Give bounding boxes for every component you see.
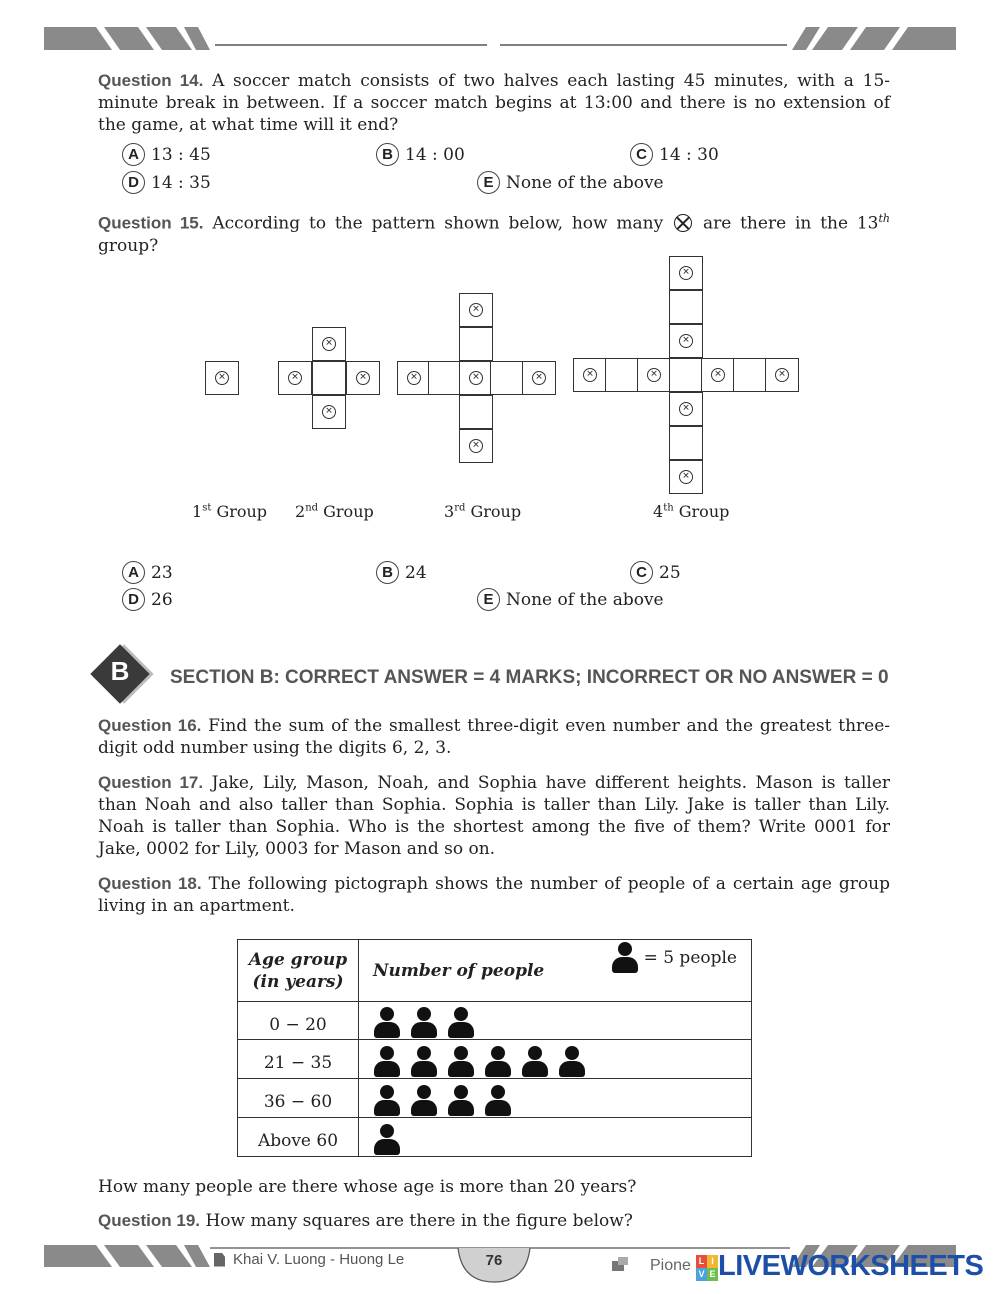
question-19-text: How many squares are there in the figure below? xyxy=(205,1211,633,1231)
pattern-figure xyxy=(0,0,1000,540)
pattern-cell-marked xyxy=(346,361,380,395)
question-19-label: Question 19. xyxy=(98,1211,201,1230)
question-14-text: A soccer match consists of two halves each lasting 45 minutes, with a 15-minute break in between. If a soccer match begins at 13:00 and there is no extension of the game, at what time will it end? xyxy=(98,71,891,135)
q14-option-b-text: 14 : 00 xyxy=(405,144,465,165)
pattern-cell-marked xyxy=(669,256,703,290)
person-icon xyxy=(410,1007,438,1039)
publisher-name-partial: Pione xyxy=(650,1257,691,1274)
question-15-text-end: group? xyxy=(98,235,159,256)
table-row xyxy=(238,1079,752,1118)
icons-cell xyxy=(359,1118,752,1157)
pattern-cell-marked xyxy=(573,358,607,392)
pattern-cell-marked xyxy=(312,395,346,429)
icons-cell xyxy=(359,1002,752,1040)
q15-option-a-text: 23 xyxy=(151,562,173,583)
table-row xyxy=(238,1002,752,1040)
question-19 xyxy=(98,1210,890,1232)
q15-option-b-text: 24 xyxy=(405,562,427,583)
pattern-cell-empty xyxy=(669,290,703,324)
person-icon xyxy=(373,1085,401,1117)
pattern-cell-empty xyxy=(605,358,639,392)
option-e-marker: E xyxy=(477,171,500,194)
page-number: 76 xyxy=(485,1252,503,1269)
key-text: = 5 people xyxy=(643,948,737,968)
q14-option-c-text: 14 : 30 xyxy=(659,144,719,165)
section-title: SECTION B: CORRECT ANSWER = 4 MARKS; INCORRECT OR NO ANSWER = 0 xyxy=(170,667,889,688)
person-icon xyxy=(611,942,639,974)
person-icon xyxy=(410,1085,438,1117)
option-a-marker: A xyxy=(122,561,145,584)
q15-option-a[interactable] xyxy=(122,561,173,584)
publisher-icon xyxy=(612,1257,632,1271)
question-15-text-start: According to the pattern shown below, how many xyxy=(212,213,664,234)
person-icon xyxy=(558,1046,586,1078)
people-header-text: Number of people xyxy=(373,960,545,981)
option-a-marker: A xyxy=(122,143,145,166)
question-16-text: Find the sum of the smallest three-digit even number and the greatest three-digit odd number using the digits 6, 2, 3. xyxy=(98,716,891,758)
group-2-label: 2nd Group xyxy=(295,502,374,521)
age-cell: Above 60 xyxy=(238,1118,359,1157)
option-c-marker: C xyxy=(630,561,653,584)
pattern-cell-marked xyxy=(669,460,703,494)
pattern-cell-empty xyxy=(459,395,493,429)
question-18-label: Question 18. xyxy=(98,874,202,893)
pattern-cell-empty xyxy=(669,426,703,460)
pattern-cell-marked xyxy=(637,358,671,392)
table-row xyxy=(238,1040,752,1079)
q14-option-d-text: 14 : 35 xyxy=(151,172,211,193)
option-b-marker: B xyxy=(376,143,399,166)
question-18 xyxy=(98,873,890,917)
liveworksheets-logo-icon: L I V E xyxy=(696,1255,718,1281)
question-14-label: Question 14. xyxy=(98,71,204,90)
pattern-cell-marked xyxy=(459,429,493,463)
section-letter: B xyxy=(110,656,130,686)
person-icon xyxy=(521,1046,549,1078)
person-icon xyxy=(373,1046,401,1078)
group-1-label: 1st Group xyxy=(192,502,268,521)
pattern-cell-marked xyxy=(205,361,239,395)
question-16 xyxy=(98,715,890,759)
number-of-people-header xyxy=(359,940,752,1002)
pattern-cell-marked xyxy=(312,327,346,361)
pattern-cell-marked xyxy=(669,392,703,426)
question-17 xyxy=(98,772,890,860)
q14-option-e-text: None of the above xyxy=(506,172,664,193)
group-3-label: 3rd Group xyxy=(444,502,522,521)
pattern-cell-marked xyxy=(701,358,735,392)
pattern-cell-empty xyxy=(733,358,767,392)
icons-cell xyxy=(359,1079,752,1118)
pattern-cell-marked xyxy=(669,324,703,358)
pattern-cell-empty xyxy=(669,358,703,392)
pattern-cell-marked xyxy=(459,293,493,327)
pictograph-table xyxy=(237,939,752,1157)
question-15-text-mid: are there in the 13 xyxy=(702,213,879,234)
pattern-cell-empty xyxy=(428,361,462,395)
age-cell: 0 − 20 xyxy=(238,1002,359,1040)
pattern-cell-empty xyxy=(312,361,346,395)
pattern-cell-marked xyxy=(522,361,556,395)
person-icon xyxy=(373,1124,401,1156)
pictograph-header-row xyxy=(238,940,752,1002)
pattern-cell-marked xyxy=(765,358,799,392)
q15-option-b[interactable] xyxy=(376,561,427,584)
q15-option-d-text: 26 xyxy=(151,589,173,610)
person-icon xyxy=(484,1046,512,1078)
pictograph-key xyxy=(611,942,737,974)
authors-text: Khai V. Luong - Huong Le xyxy=(233,1251,405,1268)
icons-cell xyxy=(359,1040,752,1079)
age-cell: 36 − 60 xyxy=(238,1079,359,1118)
question-15-label: Question 15. xyxy=(98,213,204,233)
age-cell: 21 − 35 xyxy=(238,1040,359,1079)
liveworksheets-watermark[interactable]: LIVEWORKSHEETS xyxy=(718,1250,984,1282)
person-icon xyxy=(484,1085,512,1117)
section-b-badge xyxy=(97,647,153,703)
option-d-marker: D xyxy=(122,171,145,194)
question-17-label: Question 17. xyxy=(98,773,204,792)
person-icon xyxy=(410,1046,438,1078)
person-icon xyxy=(447,1007,475,1039)
table-row xyxy=(238,1118,752,1157)
q14-option-a-text: 13 : 45 xyxy=(151,144,211,165)
group-4-label: 4th Group xyxy=(653,502,730,521)
question-17-text: Jake, Lily, Mason, Noah, and Sophia have different heights. Mason is taller than Noah and also taller than Sophia. Sophia is taller than Lily. Jake is taller than Lily. Noah is taller than Sophia. Who is the shortest among the five of them? Write 0001 for Jake, 0002 for Lily, 0003 for Mason and so on. xyxy=(98,773,891,859)
document-icon xyxy=(214,1253,225,1267)
option-e-marker: E xyxy=(477,588,500,611)
q15-option-e-text: None of the above xyxy=(506,589,664,610)
q15-option-c-text: 25 xyxy=(659,562,681,583)
pattern-cell-empty xyxy=(490,361,524,395)
pattern-cell-empty xyxy=(459,327,493,361)
footer-authors xyxy=(214,1251,404,1268)
q15-option-e[interactable] xyxy=(477,588,664,611)
option-d-marker: D xyxy=(122,588,145,611)
option-b-marker: B xyxy=(376,561,399,584)
pattern-cell-marked xyxy=(459,361,493,395)
pattern-cell-marked xyxy=(397,361,431,395)
question-18-prompt: How many people are there whose age is more than 20 years? xyxy=(98,1177,637,1197)
person-icon xyxy=(447,1085,475,1117)
q15-option-c[interactable] xyxy=(630,561,681,584)
option-c-marker: C xyxy=(630,143,653,166)
question-15-sup: th xyxy=(878,212,891,225)
q15-option-d[interactable] xyxy=(122,588,173,611)
pattern-cell-marked xyxy=(278,361,312,395)
question-16-label: Question 16. xyxy=(98,716,202,735)
age-group-header: Age group (in years) xyxy=(238,940,359,1002)
person-icon xyxy=(373,1007,401,1039)
person-icon xyxy=(447,1046,475,1078)
question-18-text: The following pictograph shows the number of people of a certain age group living in an apartment. xyxy=(98,874,890,916)
